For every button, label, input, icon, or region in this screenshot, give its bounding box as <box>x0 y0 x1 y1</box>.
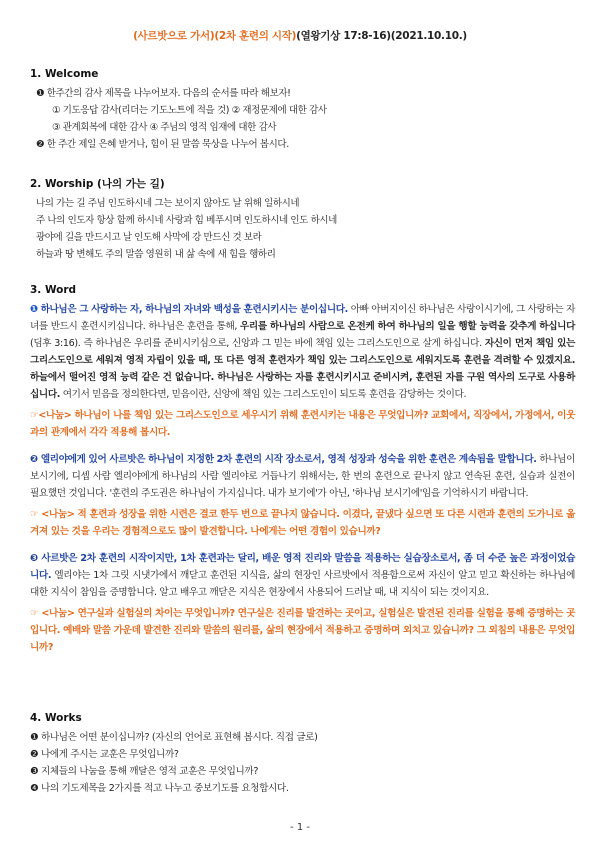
section-heading: 3. Word <box>30 284 77 296</box>
welcome-line: ① 기도응답 감사(리더는 기도노트에 적을 것) ② 재정문제에 대한 감사 <box>52 105 327 116</box>
works-item: ❸ 지체들의 나눔을 통해 깨달은 영적 교훈은 무엇입니까? <box>30 766 259 777</box>
title-main: (사르밧으로 가서)(2차 훈련의 시작) <box>133 30 297 42</box>
sharing-question-3: ☞ <나눔> 연구실과 실험실의 차이는 무엇입니까? 연구실은 진리를 발견하는 곳이고, 실험실은 발견된 진리를 실험을 통해 증명하는 곳입니다. 예배와 말씀 가운데 발견한 진리와 말씀의 원리를, 삶의 현장에서 적용하고 증명하며 외치고 있습니까? 그 외침의 내용은 무엇입니까? <box>30 608 575 653</box>
welcome-line: ❷ 한 주간 제일 은혜 받거나, 힘이 된 말씀 묵상을 나누어 봅시다. <box>36 139 289 150</box>
section-heading: 4. Works <box>30 712 82 724</box>
section-welcome <box>30 66 575 153</box>
section-heading: 1. Welcome <box>30 68 99 80</box>
word-paragraph-2: ❷ 엘리야에게 있어 사르밧은 하나님이 지정한 2차 훈련의 시작 장소로서, 영적 성장과 성숙을 위한 훈련은 계속됨을 말합니다. 하나님이 보시기에, 디셉 사람 엘리야에게 하나님의 사람 엘리야로 거듭나기 위해서는, 한 번의 훈련으로 끝나지 않고 연속된 훈련, 실습과 실전이 필요했던 것입니다. '훈련의 주도권은 하나님이 가지십니다. 내가 보기에'가 아닌, '하나님 보시기에'임을 기억하시기 바랍니다. <box>30 454 575 499</box>
document-title <box>0 28 600 43</box>
sharing-question-1: ☞<나눔> 하나님이 나를 책임 있는 그리스도인으로 세우시기 위해 훈련시키는 내용은 무엇입니까? 교회에서, 직장에서, 가정에서, 이웃과의 관계에서 각각 적용해 봅시다. <box>30 410 575 438</box>
works-item: ❹ 나의 기도제목을 2가지를 적고 나누고 중보기도를 요청합시다. <box>30 783 289 794</box>
section-word <box>30 282 575 656</box>
marker: ❶ <box>30 304 38 315</box>
word-paragraph-3: ❸ 사르밧은 2차 훈련의 시작이지만, 1차 훈련과는 달리, 배운 영적 진리와 말씀을 적용하는 실습장소로서, 좀 더 수준 높은 과정이었습니다. 엘리야는 1차 그릿 시냇가에서 깨닫고 훈련된 지식을, 삶의 현장인 사르밧에서 적용함으로써 자신이 알고 믿고 확신하는 하나님에 대한 지식이 참임을 증명합니다. 알고 배우고 깨닫은 지식은 현장에서 사용되어 드러날 때, 내 지식이 되는 것이지요. <box>30 553 575 598</box>
lyric-line: 주 나의 인도자 항상 함께 하시네 사랑과 힘 베푸시며 인도하시네 인도 하시네 <box>36 215 337 226</box>
page-number: - 1 - <box>290 822 310 833</box>
word-paragraph-1: ❶ 하나님은 그 사랑하는 자, 하나님의 자녀와 백성을 훈련시키시는 분이십니다. 아빠 아버지이신 하나님은 사랑이시기에, 그 사랑하는 자녀를 반드시 훈련시키십니다. 하나님은 훈련을 통해, 우리를 하나님의 사람으로 온전케 하여 하나님의 일을 행할 능력을 갖추게 하십니다(딤후 3:16). 즉 하나님은 우리를 준비시키심으로, 신앙과 그 믿는 바에 책임 있는 그리스도인으로 살게 하십니다. 자신이 먼저 책임 있는 그리스도인으로 세워져 영적 자립이 있을 때, 또 다른 영적 훈련자가 책임 있는 그리스도인으로 세워지도록 훈련을 격려할 수 있겠지요. 하늘에서 떨어진 영적 능력 같은 건 없습니다. 하나님은 사랑하는 자를 훈련시키시고 준비시켜, 훈련된 자를 구원 역사의 도구로 사용하십니다. 여기서 믿음을 정의한다면, 믿음이란, 신앙에 책임 있는 그리스도인이 되도록 훈련을 감당하는 것이다. <box>30 304 576 400</box>
sharing-question-2: ☞ <나눔> 적 훈련과 성장을 위한 시련은 결코 한두 번으로 끝나지 않습니다. 이겼다, 끝냈다 싶으면 또 다른 시련과 훈련의 도가니로 옮겨져 있는 것을 우리는 경험적으로도 많이 발견합니다. 나에게는 어떤 경험이 있습니까? <box>30 509 575 537</box>
lyric-line: 하늘과 땅 변해도 주의 말씀 영원히 내 삶 속에 새 힘을 행하리 <box>36 249 276 260</box>
lyric-line: 광야에 길을 만드시고 날 인도해 사막에 강 만드신 것 보라 <box>36 232 262 243</box>
works-item: ❷ 나에게 주시는 교훈은 무엇입니까? <box>30 749 179 760</box>
section-works <box>30 710 575 797</box>
welcome-line: ❶ 한주간의 감사 제목을 나누어보자. 다음의 순서를 따라 해보자! <box>36 88 291 99</box>
welcome-line: ③ 관계회복에 대한 감사 ④ 주님의 영적 임재에 대한 감사 <box>52 122 277 133</box>
title-reference: (열왕기상 17:8-16)(2021.10.10.) <box>296 30 467 42</box>
section-worship <box>30 176 575 263</box>
section-heading: 2. Worship (나의 가는 길) <box>30 178 165 190</box>
lyric-line: 나의 가는 길 주님 인도하시네 그는 보이지 않아도 날 위해 일하시네 <box>36 198 300 209</box>
works-item: ❶ 하나님은 어떤 분이십니까? (자신의 언어로 표현해 봅시다. 직접 글로) <box>30 732 318 743</box>
